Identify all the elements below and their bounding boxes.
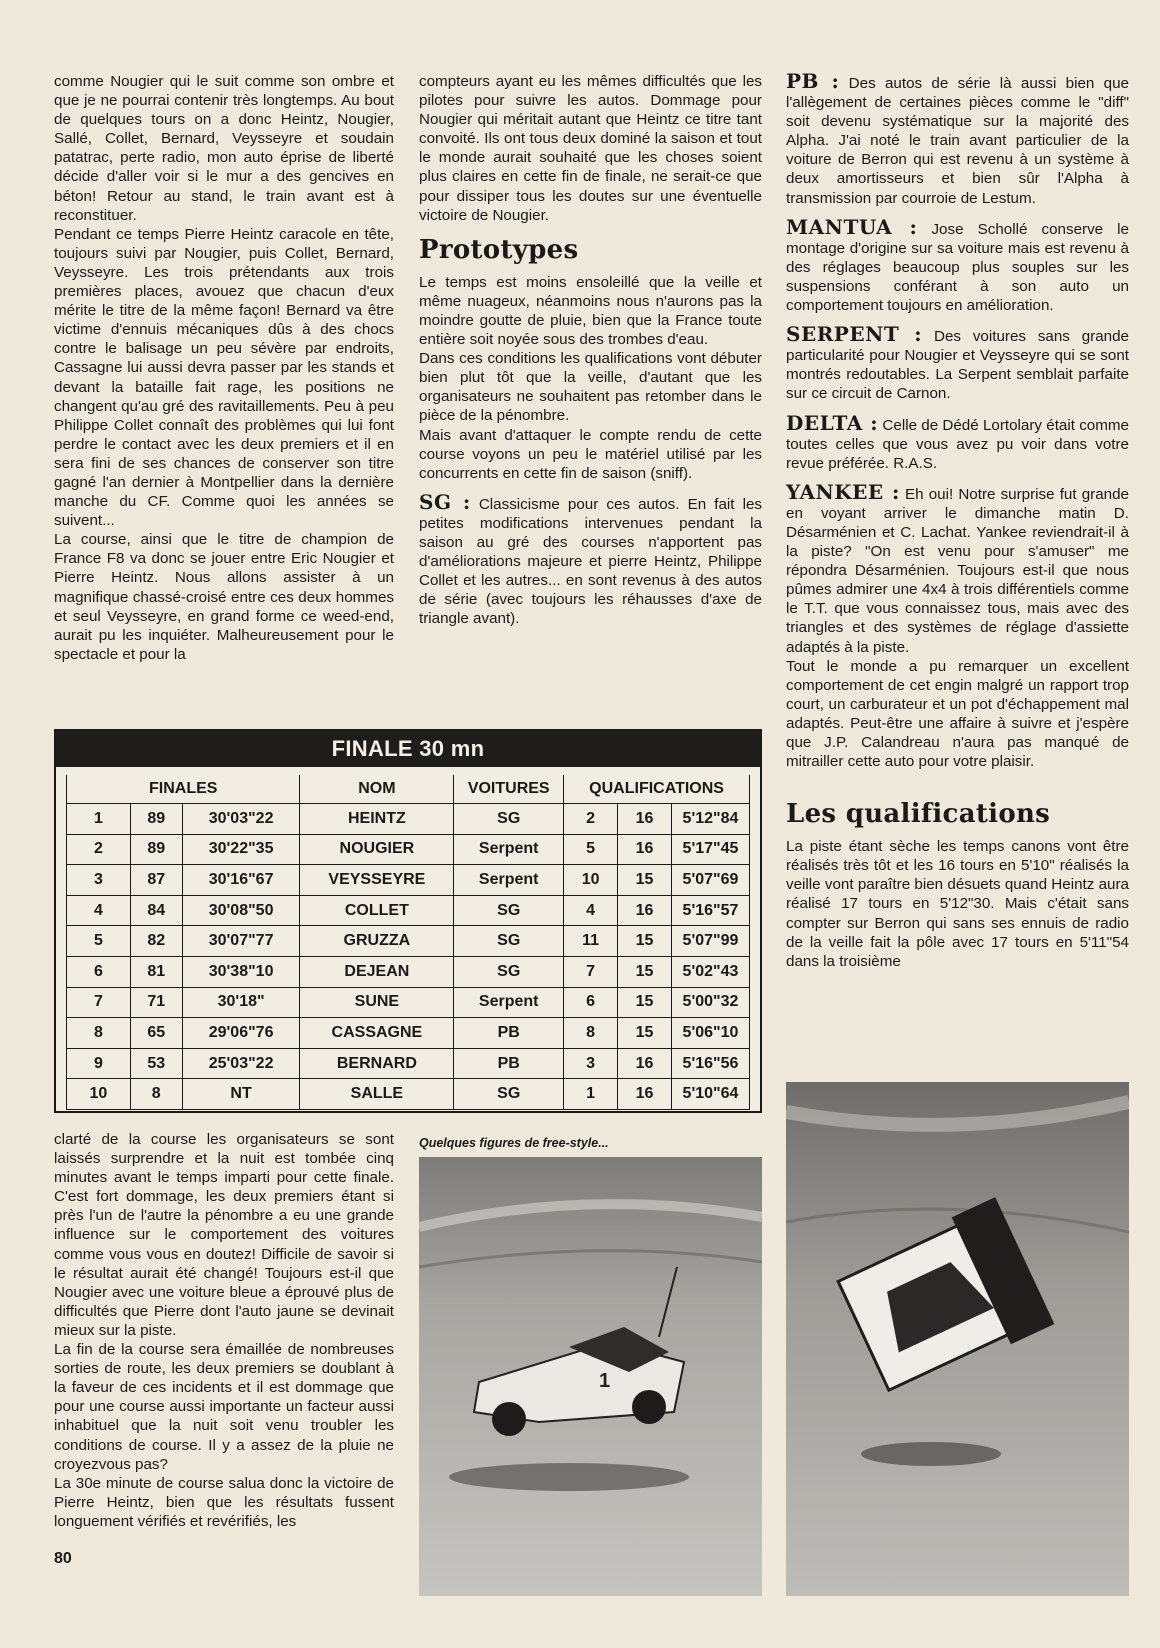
table-cell: 16 bbox=[618, 1048, 672, 1079]
table-cell: Serpent bbox=[454, 834, 564, 865]
lead-in-sg: SG : bbox=[419, 489, 471, 514]
paragraph: La course, ainsi que le titre de champion de France F8 va donc se jouer entre Eric Nougier et Pierre Heintz. Nous allons assister à un magnifique chassé-croisé entre ces deux hommes et seul Veysseyre, en grand forme ce weed-end, aurait pu les inquiéter. Malheureusement pour le spectacle et pour la bbox=[54, 531, 394, 663]
table-cell: CASSAGNE bbox=[300, 1018, 454, 1049]
table-row bbox=[67, 956, 750, 987]
table-row bbox=[67, 1018, 750, 1049]
article-column-4 bbox=[54, 1130, 394, 1531]
table-cell: GRUZZA bbox=[300, 926, 454, 957]
text: Celle de Dédé Lortolary était comme toutes celles que vous avez pu voir dans votre revue préférée. R.A.S. bbox=[786, 416, 1129, 472]
table-row bbox=[67, 926, 750, 957]
table-cell: 8 bbox=[67, 1018, 131, 1049]
table-row bbox=[67, 804, 750, 835]
text: Des voitures sans grande particularité pour Nougier et Veysseyre qui se sont montrés redoutables. La Serpent semblait parfaite sur ce circuit de Carnon. bbox=[786, 328, 1130, 403]
table-cell: 15 bbox=[618, 1018, 672, 1049]
table-cell: 15 bbox=[618, 956, 672, 987]
column-header-qualifications: QUALIFICATIONS bbox=[564, 775, 750, 804]
table-cell: 30'03"22 bbox=[182, 804, 300, 835]
table-cell: 89 bbox=[130, 834, 182, 865]
results-table bbox=[66, 775, 750, 1110]
paragraph: clarté de la course les organisateurs se sont laissés surprendre et la nuit est tombée cinq minutes avant le temps imparti pour cette finale. C'est fort dommage, les deux premiers étant si près l'un de l'autre la pénombre a eu une grande influence sur le comportement des voitures comme vous vous en doutez! Difficile de savoir si le résultat aurait été changé! Toujours est-il que Nougier avec une voiture bleue a éprouvé plus de difficultés que Pierre dont l'auto jaune se devinait mieux sur la piste. bbox=[54, 1131, 394, 1339]
table-cell: SG bbox=[454, 804, 564, 835]
table-cell: 4 bbox=[67, 895, 131, 926]
table-row bbox=[67, 834, 750, 865]
paragraph: compteurs ayant eu les mêmes difficultés que les pilotes pour suivre les autos. Dommage pour Nougier qui méritait autant que Heintz ce titre tant convoité. Ils ont tous deux dominé la saison et tout le monde aurait souhaité que les choses soient plus claires en cette fin de finale, ne serait-ce que pour dissiper tous les doutes sur une éventuelle victoire de Nougier. bbox=[419, 73, 762, 224]
article-column-3 bbox=[786, 69, 1130, 971]
table-cell: 25'03"22 bbox=[182, 1048, 300, 1079]
paragraph: Mais avant d'attaquer le compte rendu de cette course voyons un peu le matériel utilisé par les concurrents en cette fin de saison (sniff). bbox=[419, 426, 762, 482]
table-cell: 8 bbox=[564, 1018, 618, 1049]
text: Eh oui! Notre surprise fut grande en voyant arriver le dimanche matin D. Désarménien et C. Lachat. Yankee reviendrait-il à la piste? "On est venu pour s'amuser" me répondra Désarménien. Toujours est-il que nous pûmes admirer une 4x4 à trois différentiels comme le T.T. que vous connaissez tous, mais avec des triangles et des systèmes de réglage d'assiette adaptés à la piste. bbox=[786, 485, 1130, 656]
page-number: 80 bbox=[54, 1550, 72, 1567]
table-cell: DEJEAN bbox=[300, 956, 454, 987]
table-cell: 65 bbox=[130, 1018, 182, 1049]
lead-in-mantua: MANTUA : bbox=[786, 214, 918, 239]
lead-in-delta: DELTA : bbox=[786, 410, 879, 435]
section-heading-prototypes: Prototypes bbox=[419, 234, 579, 265]
table-cell: 10 bbox=[564, 865, 618, 896]
table-cell: 3 bbox=[564, 1048, 618, 1079]
table-cell: 5'06"10 bbox=[672, 1018, 750, 1049]
table-row bbox=[67, 987, 750, 1018]
table-cell: 5'07"99 bbox=[672, 926, 750, 957]
table-cell: NT bbox=[182, 1079, 300, 1110]
table-cell: 5'00"32 bbox=[672, 987, 750, 1018]
table-body bbox=[67, 804, 750, 1110]
table-cell: SG bbox=[454, 956, 564, 987]
table-cell: 82 bbox=[130, 926, 182, 957]
table-cell: 5'10"64 bbox=[672, 1079, 750, 1110]
table-cell: 30'07"77 bbox=[182, 926, 300, 957]
table-row bbox=[67, 865, 750, 896]
table-cell: VEYSSEYRE bbox=[300, 865, 454, 896]
table-cell: 15 bbox=[618, 865, 672, 896]
photo-image bbox=[786, 1082, 1129, 1596]
table-cell: 30'18" bbox=[182, 987, 300, 1018]
table-cell: SG bbox=[454, 926, 564, 957]
table-cell: 5'02"43 bbox=[672, 956, 750, 987]
table-header-row bbox=[67, 775, 750, 804]
table-cell: SG bbox=[454, 895, 564, 926]
table-cell: 30'16"67 bbox=[182, 865, 300, 896]
table-cell: 6 bbox=[564, 987, 618, 1018]
table-cell: Serpent bbox=[454, 987, 564, 1018]
table-cell: 5'12"84 bbox=[672, 804, 750, 835]
table-cell: 2 bbox=[564, 804, 618, 835]
table-cell: 30'38"10 bbox=[182, 956, 300, 987]
column-header-voitures: VOITURES bbox=[454, 775, 564, 804]
lead-in-yankee: YANKEE : bbox=[786, 479, 900, 504]
paragraph: La 30e minute de course salua donc la victoire de Pierre Heintz, bien que les résultats fussent longuement vérifiés et revérifiés, les bbox=[54, 1474, 394, 1530]
table-cell: 5'16"56 bbox=[672, 1048, 750, 1079]
table-cell: SG bbox=[454, 1079, 564, 1110]
table-cell: 29'06"76 bbox=[182, 1018, 300, 1049]
text: Jose Schollé conserve le montage d'origine sur sa voiture mais est revenu à des réglages beaucoup plus souples sur les suspensions conférant à son auto un comportement toujours en amélioration. bbox=[786, 220, 1130, 315]
table-cell: 5 bbox=[67, 926, 131, 957]
table-cell: 10 bbox=[67, 1079, 131, 1110]
lead-in-pb: PB : bbox=[786, 69, 840, 93]
paragraph-delta bbox=[786, 410, 1129, 473]
table-cell: 87 bbox=[130, 865, 182, 896]
table-cell: 16 bbox=[618, 895, 672, 926]
table-cell: PB bbox=[454, 1048, 564, 1079]
article-column-1 bbox=[54, 72, 394, 664]
table-cell: 5 bbox=[564, 834, 618, 865]
table-cell: 1 bbox=[564, 1079, 618, 1110]
paragraph-mantua bbox=[786, 214, 1130, 315]
paragraph: Le temps est moins ensoleillé que la veille et même nuageux, néanmoins nous n'aurons pas la moindre goutte de pluie, bien que la France toute entière soit noyée sous des trombes d'eau. bbox=[419, 273, 762, 349]
section-heading-qualifications: Les qualifications bbox=[786, 799, 1051, 830]
paragraph-sg bbox=[419, 489, 762, 629]
lead-in-serpent: SERPENT : bbox=[786, 322, 923, 347]
table-cell: 84 bbox=[130, 895, 182, 926]
table-cell: 5'16"57 bbox=[672, 895, 750, 926]
photo-image bbox=[419, 1157, 762, 1596]
table-cell: 2 bbox=[67, 834, 131, 865]
table-row bbox=[67, 895, 750, 926]
table-cell: 1 bbox=[67, 804, 131, 835]
paragraph: Pendant ce temps Pierre Heintz caracole en tête, toujours suivi par Nougier, puis Collet, Bernard, Veysseyre. Les trois prétendants aux trois premières places, avouez que chacun d'eux mérite le titre de la même façon! Bernard va être victime d'ennuis mécaniques dûs à des chocs contre le balisage un peu sévère par endroits, Cassagne lui aussi devra passer par les stands et devant la bataille fait rage, les positions ne changent qu'au gré des ravitaillements. Peu à peu Philippe Collet connaît des problèmes qui lui font perdre le contact avec les deux premiers et il en sera fini de ses chances de conserver son titre gagné l'an dernier à Montpellier dans la dernière manche du CF. Comme quoi les années se suivent... bbox=[54, 225, 394, 530]
article-column-2 bbox=[419, 72, 762, 628]
table-cell: 5'17"45 bbox=[672, 834, 750, 865]
table-cell: 30'08"50 bbox=[182, 895, 300, 926]
paragraph: La fin de la course sera émaillée de nombreuses sorties de route, les deux premiers se doublant à la faveur de ces incidents et il est dommage que pour une course aussi importante un facteur aussi inhabituel que la nuit soit venu troubler les conditions de course. Il y a assez de la pluie ne croyezvous pas? bbox=[54, 1341, 394, 1473]
table-cell: 53 bbox=[130, 1048, 182, 1079]
table-cell: 7 bbox=[67, 987, 131, 1018]
table-cell: 5'07"69 bbox=[672, 865, 750, 896]
table-cell: 4 bbox=[564, 895, 618, 926]
table-cell: 16 bbox=[618, 804, 672, 835]
paragraph: comme Nougier qui le suit comme son ombre et que je ne pourrai contenir très longtemps. Au bout de quelques tours on a donc Heintz, Nougier, Sallé, Collet, Bernard, Veysseyre et soudain patatrac, perte radio, mon auto éprise de liberté décide d'aller voir si le mur a des gencives en béton! Retour au stand, le train avant est à reconstituer. bbox=[54, 73, 394, 224]
results-table-box bbox=[54, 729, 762, 1113]
column-header-nom: NOM bbox=[300, 775, 454, 804]
table-cell: Serpent bbox=[454, 865, 564, 896]
table-cell: SALLE bbox=[300, 1079, 454, 1110]
paragraph: La piste étant sèche les temps canons vont être réalisés très tôt et les 16 tours en 5'10" réalisés la veille vont paraître bien désuets quand Heintz aura réalisé 17 tours en 5'12"30. Mais c'était sans compter sur Berron qui sans ses ennuis de radio de la veille fait la pôle avec 17 tours en 5'11"54 dans la troisième bbox=[786, 838, 1129, 970]
car-number: 1 bbox=[599, 1370, 611, 1392]
table-cell: 15 bbox=[618, 987, 672, 1018]
photo-caption: Quelques figures de free-style... bbox=[419, 1136, 609, 1150]
table-cell: COLLET bbox=[300, 895, 454, 926]
table-row bbox=[67, 1048, 750, 1079]
table-cell: 8 bbox=[130, 1079, 182, 1110]
table-cell: 30'22"35 bbox=[182, 834, 300, 865]
table-cell: 7 bbox=[564, 956, 618, 987]
text: Des autos de série là aussi bien que l'allègement de certaines pièces comme le "diff" soit devenu systématique sur la majorité des Alpha. J'ai noté le train avant particulier de la voiture de Berron qui est revenu à un système à deux amortisseurs et bien sûr l'Alpha à transmission par courroie de Lestum. bbox=[786, 75, 1130, 207]
table-cell: 81 bbox=[130, 956, 182, 987]
table-row bbox=[67, 1079, 750, 1110]
text: Classicisme pour ces autos. En fait les petites modifications intervenues pendant la saison au gré des courses n'apportent pas d'améliorations majeure et pierre Heintz, Philippe Collet et les autres... en sont revenus à des autos de série (avec toujours les réhausses d'axe de triangle avant). bbox=[419, 495, 762, 628]
paragraph: Tout le monde a pu remarquer un excellent comportement de cet engin malgré un rapport trop court, un carburateur et un pot d'échappement mal adaptés. Peut-être une affaire à suivre et j'espère que J.P. Calandreau n'aura pas manqué de mitrailler cette auto pour votre plaisir. bbox=[786, 657, 1129, 771]
table-cell: 11 bbox=[564, 926, 618, 957]
photo-car-jumping bbox=[419, 1157, 762, 1596]
table-cell: SUNE bbox=[300, 987, 454, 1018]
table-cell: PB bbox=[454, 1018, 564, 1049]
paragraph-pb bbox=[786, 69, 1130, 208]
paragraph: Dans ces conditions les qualifications vont débuter bien plut tôt que la veille, d'autant que les organisateurs ne souhaitent pas retomber dans le pièce de la pénombre. bbox=[419, 350, 762, 425]
table-cell: 6 bbox=[67, 956, 131, 987]
paragraph-yankee bbox=[786, 479, 1130, 657]
table-cell: 9 bbox=[67, 1048, 131, 1079]
table-cell: 89 bbox=[130, 804, 182, 835]
table-cell: BERNARD bbox=[300, 1048, 454, 1079]
table-cell: 3 bbox=[67, 865, 131, 896]
table-cell: NOUGIER bbox=[300, 834, 454, 865]
table-title: FINALE 30 mn bbox=[56, 731, 760, 767]
table-cell: 16 bbox=[618, 834, 672, 865]
table-cell: 71 bbox=[130, 987, 182, 1018]
table-cell: HEINTZ bbox=[300, 804, 454, 835]
table-cell: 15 bbox=[618, 926, 672, 957]
photo-car-flipping bbox=[786, 1082, 1129, 1596]
paragraph-serpent bbox=[786, 322, 1130, 403]
table-cell: 16 bbox=[618, 1079, 672, 1110]
column-header-finales: FINALES bbox=[67, 775, 300, 804]
